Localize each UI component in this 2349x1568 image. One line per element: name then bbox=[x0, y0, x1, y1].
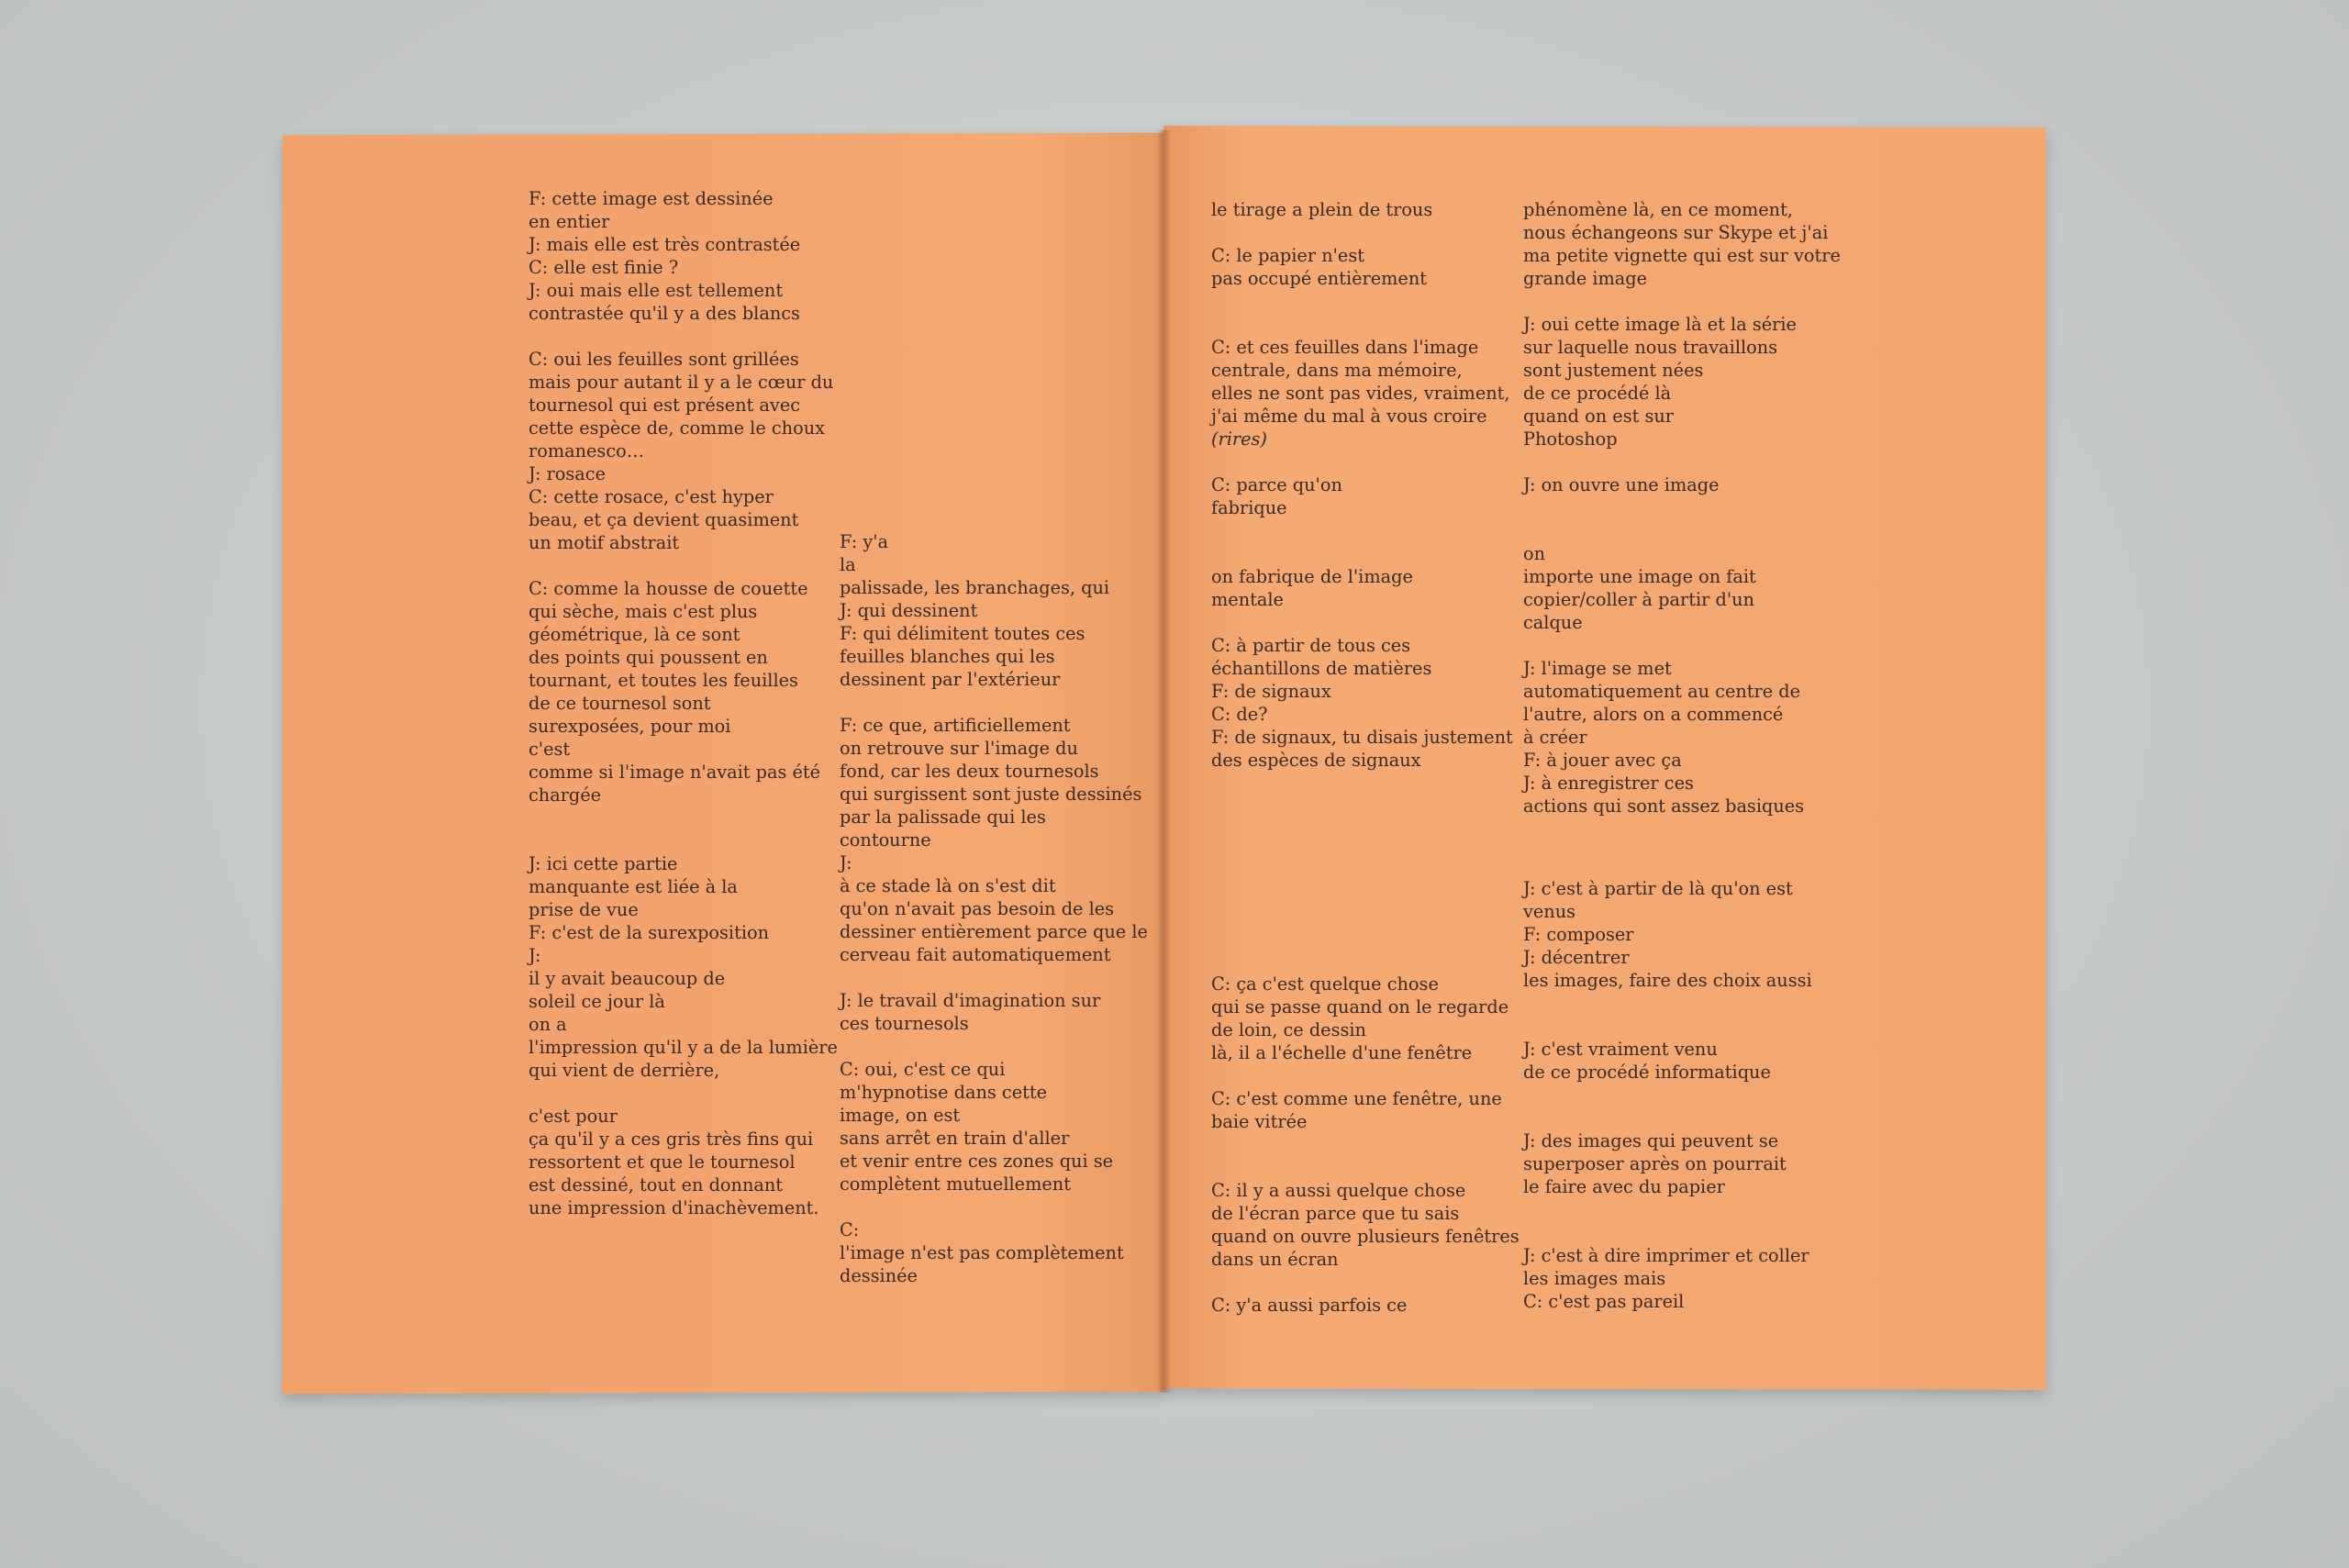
text-line: C: et ces feuilles dans l'image bbox=[1211, 337, 1479, 358]
text-line: C: c'est comme une fenêtre, une bbox=[1211, 1088, 1502, 1109]
text-line: C: bbox=[840, 1219, 860, 1240]
text-line: grande image bbox=[1523, 268, 1648, 289]
text-line: de ce procédé là bbox=[1523, 383, 1672, 404]
text-line: quand on est sur bbox=[1523, 406, 1675, 427]
text-line: F: de signaux bbox=[1211, 681, 1331, 702]
paragraph-gap bbox=[1523, 634, 1812, 657]
text-line: F: composer bbox=[1523, 924, 1634, 945]
paragraph-gap bbox=[1523, 1015, 1812, 1038]
text-line: sans arrêt en train d'aller bbox=[840, 1128, 1070, 1149]
text-line: tournesol qui est présent avec bbox=[529, 395, 801, 416]
paragraph-gap bbox=[1523, 290, 1812, 313]
text-line: J: ici cette partie bbox=[529, 853, 678, 874]
text-line: on fabrique de l'image bbox=[1211, 566, 1413, 587]
text-line: baie vitrée bbox=[1211, 1111, 1308, 1132]
text-line: l'image n'est pas complètement bbox=[840, 1242, 1124, 1263]
text-line: feuilles blanches qui les bbox=[840, 646, 1055, 667]
text-line: la bbox=[840, 554, 856, 575]
text-line: c'est bbox=[529, 739, 571, 760]
text-line: actions qui sont assez basiques bbox=[1523, 795, 1805, 817]
text-line: par la palissade qui les bbox=[840, 806, 1046, 828]
paragraph-gap bbox=[840, 966, 1129, 989]
text-line: géométrique, là ce sont bbox=[529, 624, 740, 645]
text-line: phénomène là, en ce moment, bbox=[1523, 199, 1793, 220]
text-line: (rires) bbox=[1211, 428, 1267, 450]
text-line: J: des images qui peuvent se bbox=[1523, 1130, 1779, 1151]
text-line: copier/coller à partir d'un bbox=[1523, 589, 1754, 610]
paragraph-gap bbox=[1523, 992, 1812, 1015]
text-line: J: bbox=[840, 852, 852, 873]
text-line: à créer bbox=[1523, 727, 1587, 748]
text-line: J: c'est à partir de là qu'on est bbox=[1523, 878, 1793, 899]
text-line: comme si l'image n'avait pas été bbox=[529, 762, 821, 783]
text-column-4 bbox=[1523, 198, 1841, 817]
paragraph-gap bbox=[1211, 611, 1500, 634]
text-line: là, il a l'échelle d'une fenêtre bbox=[1211, 1042, 1473, 1063]
text-line: prise de vue bbox=[529, 899, 639, 920]
text-line: fabrique bbox=[1211, 497, 1287, 518]
text-line: manquante est liée à la bbox=[529, 876, 738, 897]
text-line: de loin, ce dessin bbox=[1211, 1019, 1366, 1040]
text-line: C: ça c'est quelque chose bbox=[1211, 973, 1439, 995]
text-line: C: comme la housse de couette bbox=[529, 578, 808, 599]
text-line: et venir entre ces zones qui se bbox=[840, 1151, 1114, 1172]
text-line: quand on ouvre plusieurs fenêtres bbox=[1211, 1226, 1520, 1247]
text-line: J: qui dessinent bbox=[840, 600, 978, 621]
paragraph-gap bbox=[1211, 1156, 1500, 1179]
text-line: il y avait beaucoup de bbox=[529, 968, 726, 989]
text-line: j'ai même du mal à vous croire bbox=[1211, 406, 1487, 427]
text-line: en entier bbox=[529, 211, 610, 232]
paragraph-gap bbox=[1211, 519, 1500, 542]
text-line: ma petite vignette qui est sur votre bbox=[1523, 245, 1841, 266]
text-line: Photoshop bbox=[1523, 428, 1618, 450]
text-line: les images, faire des choix aussi bbox=[1523, 970, 1812, 991]
paragraph-gap bbox=[1211, 542, 1500, 565]
text-line: les images mais bbox=[1523, 1268, 1666, 1289]
text-line: on bbox=[1523, 543, 1546, 564]
text-line: F: y'a bbox=[840, 531, 889, 552]
text-line: c'est pour bbox=[529, 1106, 618, 1127]
text-line: C: elle est finie ? bbox=[529, 257, 679, 278]
text-line: de ce procédé informatique bbox=[1523, 1062, 1771, 1083]
booklet-gutter bbox=[1158, 130, 1171, 1393]
text-line: C: cette rosace, c'est hyper bbox=[529, 486, 774, 507]
text-line: on retrouve sur l'image du bbox=[840, 738, 1078, 759]
paragraph-gap bbox=[1523, 1106, 1812, 1129]
text-column-2 bbox=[840, 530, 1148, 1287]
paragraph-gap bbox=[1211, 450, 1500, 473]
text-line: cette espèce de, comme le choux bbox=[529, 417, 825, 439]
paragraph-gap bbox=[529, 554, 818, 577]
text-line: C: oui, c'est ce qui bbox=[840, 1059, 1006, 1080]
text-line: J: mais elle est très contrastée bbox=[529, 234, 801, 255]
paragraph-gap bbox=[1211, 290, 1500, 313]
text-line: automatiquement au centre de bbox=[1523, 681, 1801, 702]
text-line: qui vient de derrière, bbox=[529, 1060, 720, 1081]
text-line: C: il y a aussi quelque chose bbox=[1211, 1180, 1466, 1201]
text-line: J: on ouvre une image bbox=[1523, 474, 1720, 495]
text-line: J: c'est à dire imprimer et coller bbox=[1523, 1245, 1809, 1266]
text-line: F: c'est de la surexposition bbox=[529, 922, 770, 943]
text-line: qui se passe quand on le regarde bbox=[1211, 996, 1509, 1018]
open-booklet bbox=[283, 127, 2044, 1393]
text-line: F: qui délimitent toutes ces bbox=[840, 623, 1085, 644]
text-line: J: l'image se met bbox=[1523, 658, 1672, 679]
paragraph-gap bbox=[1523, 1198, 1812, 1221]
paragraph-gap bbox=[529, 1082, 818, 1105]
paragraph-gap bbox=[1211, 1064, 1500, 1087]
text-line: contourne bbox=[840, 829, 931, 851]
text-line: surexposées, pour moi bbox=[529, 716, 731, 737]
paragraph-gap bbox=[529, 806, 818, 829]
text-line: chargée bbox=[529, 784, 602, 806]
text-line: des espèces de signaux bbox=[1211, 750, 1421, 771]
text-line: dessiner entièrement parce que le bbox=[840, 921, 1148, 942]
text-line: superposer après on pourrait bbox=[1523, 1153, 1787, 1174]
text-line: F: ce que, artificiellement bbox=[840, 715, 1071, 736]
text-line: ça qu'il y a ces gris très fins qui bbox=[529, 1129, 814, 1150]
text-line: J: le travail d'imagination sur bbox=[840, 990, 1101, 1011]
text-line: romanesco… bbox=[529, 440, 645, 462]
text-line: un motif abstrait bbox=[529, 532, 680, 553]
text-line: qui sèche, mais c'est plus bbox=[529, 601, 758, 622]
text-line: F: cette image est dessinée bbox=[529, 188, 774, 209]
text-line: ces tournesols bbox=[840, 1013, 969, 1034]
paragraph-gap bbox=[529, 325, 818, 348]
paragraph-gap bbox=[1523, 1084, 1812, 1106]
text-line: J: décentrer bbox=[1523, 947, 1630, 968]
text-line: J: rosace bbox=[529, 463, 606, 484]
text-line: elles ne sont pas vides, vraiment, bbox=[1211, 383, 1510, 404]
text-line: pas occupé entièrement bbox=[1211, 268, 1428, 289]
paragraph-gap bbox=[840, 1035, 1129, 1058]
text-line: soleil ce jour là bbox=[529, 991, 665, 1012]
text-line: F: de signaux, tu disais justement bbox=[1211, 727, 1513, 748]
text-line: qui surgissent sont juste dessinés bbox=[840, 784, 1142, 805]
text-line: contrastée qu'il y a des blancs bbox=[529, 303, 800, 324]
paragraph-gap bbox=[1523, 450, 1812, 473]
text-line: échantillons de matières bbox=[1211, 658, 1432, 679]
text-column-3-lower bbox=[1211, 973, 1520, 1317]
text-line: on a bbox=[529, 1014, 567, 1035]
text-column-3 bbox=[1211, 198, 1513, 772]
paragraph-gap bbox=[1523, 519, 1812, 542]
text-column-4-lower bbox=[1523, 877, 1812, 1313]
text-line: C: de? bbox=[1211, 704, 1268, 725]
text-line: F: à jouer avec ça bbox=[1523, 750, 1682, 771]
text-line: tournant, et toutes les feuilles bbox=[529, 670, 798, 691]
text-line: dans un écran bbox=[1211, 1249, 1339, 1270]
text-line: palissade, les branchages, qui bbox=[840, 577, 1110, 598]
paragraph-gap bbox=[1523, 1221, 1812, 1244]
text-line: des points qui poussent en bbox=[529, 647, 768, 668]
text-column-1 bbox=[529, 187, 838, 1219]
text-line: l'impression qu'il y a de la lumière bbox=[529, 1037, 838, 1058]
paragraph-gap bbox=[840, 1195, 1129, 1218]
text-line: est dessiné, tout en donnant bbox=[529, 1174, 784, 1195]
paragraph-gap bbox=[1211, 221, 1500, 244]
text-line: complètent mutuellement bbox=[840, 1173, 1071, 1195]
paragraph-gap bbox=[1211, 1271, 1500, 1294]
text-line: mais pour autant il y a le cœur du bbox=[529, 372, 834, 393]
paragraph-gap bbox=[840, 691, 1129, 714]
text-line: C: c'est pas pareil bbox=[1523, 1291, 1685, 1312]
paragraph-gap bbox=[529, 829, 818, 852]
text-line: sont justement nées bbox=[1523, 360, 1704, 381]
text-line: l'autre, alors on a commencé bbox=[1523, 704, 1784, 725]
text-line: le faire avec du papier bbox=[1523, 1176, 1725, 1197]
text-line: J: oui cette image là et la série bbox=[1523, 314, 1797, 335]
text-line: m'hypnotise dans cette bbox=[840, 1082, 1048, 1103]
text-line: sur laquelle nous travaillons bbox=[1523, 337, 1778, 358]
text-line: calque bbox=[1523, 612, 1583, 633]
text-line: une impression d'inachèvement. bbox=[529, 1197, 819, 1218]
text-line: qu'on n'avait pas besoin de les bbox=[840, 898, 1115, 919]
text-line: de l'écran parce que tu sais bbox=[1211, 1203, 1460, 1224]
text-line: J: à enregistrer ces bbox=[1523, 773, 1694, 794]
text-line: importe une image on fait bbox=[1523, 566, 1756, 587]
text-line: C: le papier n'est bbox=[1211, 245, 1364, 266]
text-line: venus bbox=[1523, 901, 1576, 922]
paragraph-gap bbox=[1523, 496, 1812, 519]
text-line: C: à partir de tous ces bbox=[1211, 635, 1411, 656]
text-line: cerveau fait automatiquement bbox=[840, 944, 1111, 965]
paragraph-gap bbox=[1211, 1133, 1500, 1156]
text-line: J: oui mais elle est tellement bbox=[529, 280, 784, 301]
text-line: dessinée bbox=[840, 1265, 918, 1286]
paragraph-gap bbox=[1211, 313, 1500, 336]
text-line: le tirage a plein de trous bbox=[1211, 199, 1433, 220]
text-line: de ce tournesol sont bbox=[529, 693, 711, 714]
text-line: centrale, dans ma mémoire, bbox=[1211, 360, 1463, 381]
text-line: C: oui les feuilles sont grillées bbox=[529, 349, 799, 370]
text-line: fond, car les deux tournesols bbox=[840, 761, 1099, 782]
text-line: à ce stade là on s'est dit bbox=[840, 875, 1056, 896]
text-line: J: bbox=[529, 945, 541, 966]
text-line: beau, et ça devient quasiment bbox=[529, 509, 799, 530]
text-line: image, on est bbox=[840, 1105, 961, 1126]
text-line: nous échangeons sur Skype et j'ai bbox=[1523, 222, 1829, 243]
text-line: J: c'est vraiment venu bbox=[1523, 1039, 1718, 1060]
text-line: dessinent par l'extérieur bbox=[840, 669, 1061, 690]
text-line: C: parce qu'on bbox=[1211, 474, 1342, 495]
text-line: C: y'a aussi parfois ce bbox=[1211, 1295, 1408, 1316]
text-line: mentale bbox=[1211, 589, 1284, 610]
text-line: ressortent et que le tournesol bbox=[529, 1151, 796, 1173]
